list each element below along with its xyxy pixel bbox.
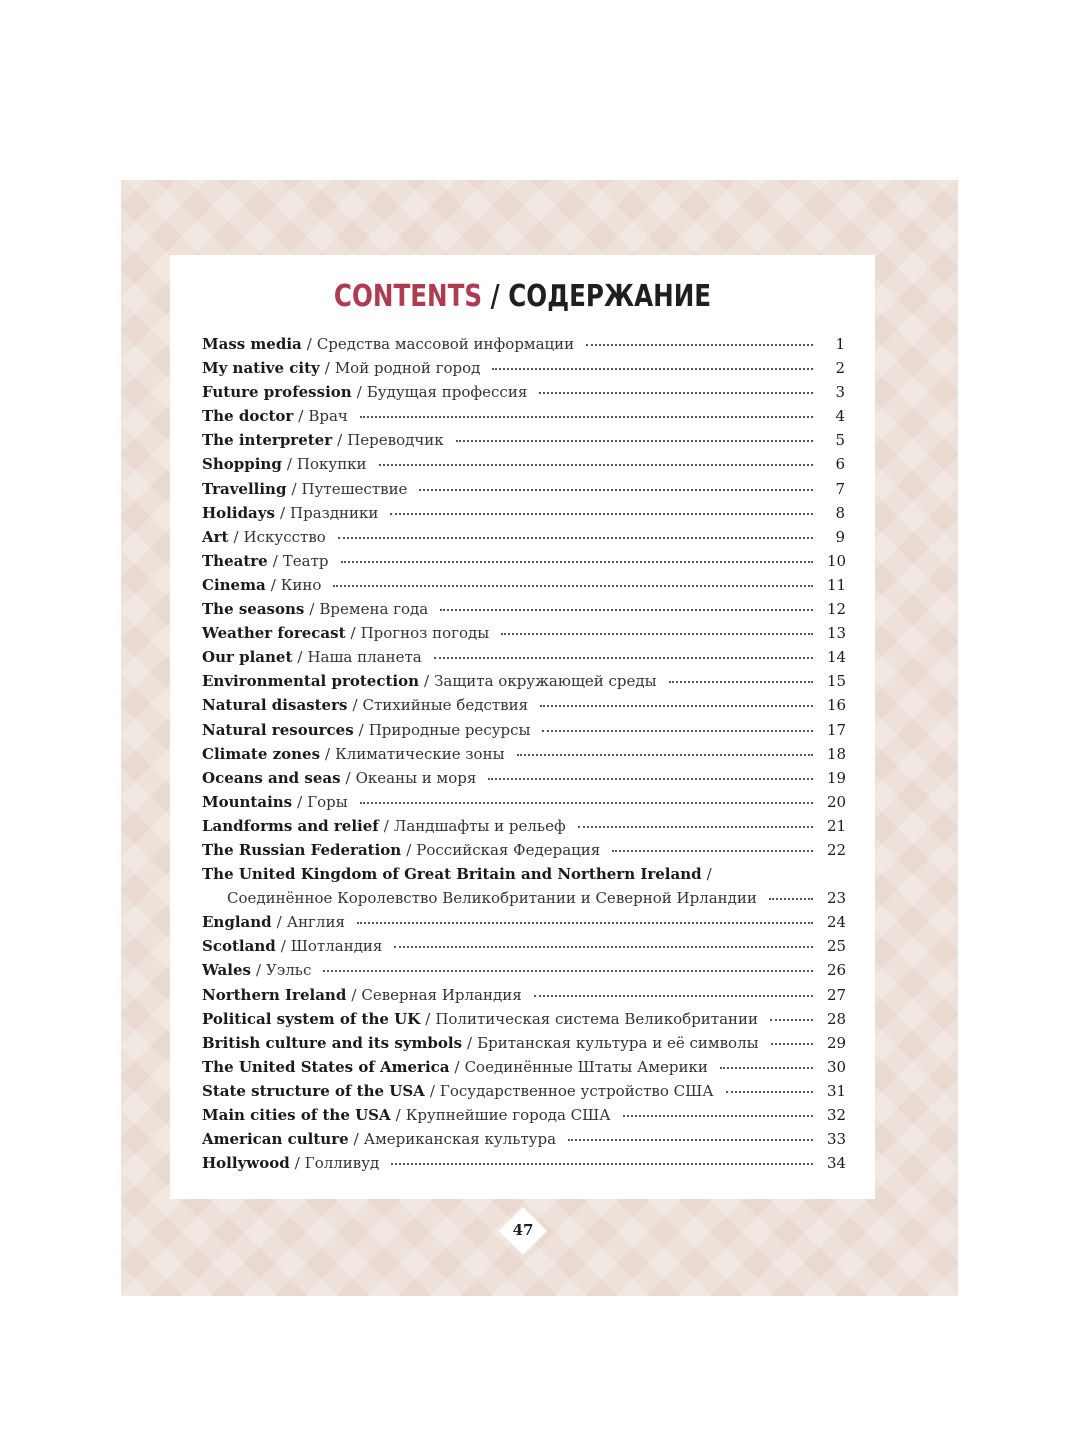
entry-page-number: 4 — [835, 407, 845, 426]
toc-entry[interactable] — [202, 431, 845, 455]
toc-entry[interactable] — [202, 961, 845, 985]
entry-title-ru: Крупнейшие города США — [405, 1106, 611, 1124]
page-title — [233, 279, 811, 314]
entry-title-ru: Ландшафты и рельеф — [393, 816, 566, 835]
entry-page-number: 27 — [827, 985, 847, 1004]
entry-slash: / — [353, 1130, 359, 1149]
entry-title-ru: Горы — [307, 792, 348, 811]
entry-title-ru: Голливуд — [304, 1154, 380, 1173]
dot-leader — [769, 898, 813, 900]
toc-entry[interactable] — [202, 1058, 845, 1082]
entry-slash: / — [337, 431, 343, 450]
entry-title-ru: Врач — [308, 407, 348, 426]
entry-title-en: Travelling — [202, 479, 287, 498]
toc-entry[interactable] — [202, 745, 845, 769]
entry-page-number: 7 — [835, 479, 845, 498]
toc-entry-continued — [202, 889, 845, 913]
dot-leader — [323, 970, 813, 972]
toc-entry[interactable] — [202, 552, 845, 576]
toc-entry[interactable] — [202, 528, 845, 552]
entry-title-en: Theatre — [202, 551, 268, 570]
dot-leader — [771, 1043, 813, 1045]
entry-page-number: 34 — [827, 1154, 847, 1173]
entry-title-en: England — [202, 913, 272, 932]
entry-slash: / — [454, 1057, 460, 1076]
dot-leader — [669, 681, 813, 683]
entry-slash: / — [429, 1081, 435, 1100]
entry-page-number: 13 — [827, 624, 847, 643]
dot-leader — [341, 561, 813, 563]
entry-page-number: 30 — [827, 1057, 847, 1076]
entry-slash: / — [406, 840, 412, 859]
entry-title-ru: Государственное устройство США — [439, 1081, 714, 1100]
entry-title-ru: Времена года — [319, 600, 429, 619]
dot-leader — [488, 778, 813, 780]
entry-slash: / — [306, 335, 312, 353]
entry-title-ru: Северная Ирландия — [361, 985, 522, 1004]
entry-slash: / — [297, 648, 303, 667]
entry-title-en: British culture and its symbols — [202, 1033, 463, 1052]
entry-title-en: Mass media — [202, 335, 302, 353]
entry-title-ru: Соединённое Королевство Великобритании и Северной Ирландии — [227, 889, 757, 908]
dot-leader — [394, 946, 813, 948]
entry-title-ru: Соединённые Штаты Америки — [464, 1057, 708, 1076]
entry-title-en: Environmental protection — [202, 672, 419, 691]
dot-leader — [720, 1067, 813, 1069]
dot-leader — [391, 1163, 813, 1165]
entry-title-ru: Шотландия — [290, 937, 383, 956]
dot-leader — [360, 802, 813, 804]
entry-page-number: 16 — [827, 696, 847, 715]
entry-page-number: 5 — [835, 431, 845, 450]
entry-page-number: 6 — [835, 455, 845, 474]
dot-leader — [456, 440, 813, 442]
toc-entry[interactable] — [202, 672, 845, 696]
entry-page-number: 26 — [827, 961, 847, 980]
entry-page-number: 24 — [827, 913, 847, 932]
dot-leader — [539, 392, 813, 394]
dot-leader — [333, 585, 813, 587]
entry-slash: / — [351, 985, 357, 1004]
entry-page-number: 19 — [827, 768, 847, 787]
entry-title-en: Art — [202, 527, 229, 546]
page-number: 47 — [512, 1221, 534, 1239]
toc-entry[interactable] — [202, 865, 845, 889]
toc-entry[interactable] — [202, 359, 845, 383]
entry-title-en: The seasons — [202, 600, 305, 619]
entry-slash: / — [356, 383, 362, 402]
dot-leader — [492, 368, 813, 370]
toc-entry[interactable] — [202, 913, 845, 937]
dot-leader — [612, 850, 813, 852]
entry-page-number: 18 — [827, 744, 847, 763]
toc-entry[interactable] — [202, 480, 845, 504]
entry-title-en: Natural disasters — [202, 696, 348, 715]
table-of-contents — [202, 335, 845, 1178]
entry-title-ru: Защита окружающей среды — [434, 672, 657, 691]
entry-slash: / — [345, 768, 351, 787]
entry-title-en: Future profession — [202, 383, 352, 402]
entry-slash: / — [272, 551, 278, 570]
toc-entry[interactable] — [202, 624, 845, 648]
title-english: CONTENTS — [333, 279, 483, 314]
entry-title-en: Scotland — [202, 937, 276, 956]
entry-slash: / — [294, 1154, 300, 1173]
toc-entry[interactable] — [202, 841, 845, 865]
entry-page-number: 20 — [827, 792, 847, 811]
entry-slash: / — [325, 744, 331, 763]
entry-title-en: The United States of America — [202, 1057, 450, 1076]
toc-entry[interactable] — [202, 600, 845, 624]
entry-title-ru: Будущая профессия — [366, 383, 528, 402]
entry-title-ru: Британская культура и её символы — [477, 1033, 759, 1052]
entry-page-number: 14 — [827, 648, 847, 667]
toc-entry[interactable] — [202, 576, 845, 600]
entry-page-number: 15 — [827, 672, 847, 691]
entry-page-number: 25 — [827, 937, 847, 956]
entry-title-ru: Мой родной город — [334, 359, 481, 378]
entry-slash: / — [286, 455, 292, 474]
entry-title-en: The Russian Federation — [202, 840, 402, 859]
entry-title-en: Mountains — [202, 792, 293, 811]
toc-entry[interactable] — [202, 721, 845, 745]
entry-title-en: The interpreter — [202, 431, 333, 450]
entry-slash: / — [233, 527, 239, 546]
entry-title-en: My native city — [202, 359, 320, 378]
entry-slash: / — [276, 913, 282, 932]
entry-slash: / — [358, 720, 364, 739]
entry-slash: / — [309, 600, 315, 619]
entry-page-number: 8 — [835, 503, 845, 522]
dot-leader — [770, 1019, 813, 1021]
toc-entry[interactable] — [202, 407, 845, 431]
toc-entry[interactable] — [202, 383, 845, 407]
toc-entry[interactable] — [202, 937, 845, 961]
toc-entry[interactable] — [202, 817, 845, 841]
entry-title-ru: Средства массовой информации — [316, 335, 575, 353]
entry-title-ru: Наша планета — [307, 648, 422, 667]
entry-title-ru: Англия — [286, 913, 345, 932]
toc-entry[interactable] — [202, 1010, 845, 1034]
toc-entry[interactable] — [202, 455, 845, 479]
entry-title-ru: Американская культура — [363, 1130, 557, 1149]
dot-leader — [390, 513, 813, 515]
entry-title-en: Weather forecast — [202, 624, 346, 643]
dot-leader — [517, 754, 813, 756]
entry-title-ru: Театр — [282, 551, 329, 570]
entry-page-number: 33 — [827, 1130, 847, 1149]
toc-entry[interactable] — [202, 696, 845, 720]
entry-page-number: 10 — [827, 551, 847, 570]
entry-slash: / — [279, 503, 286, 522]
toc-entry[interactable] — [202, 1106, 845, 1130]
entry-page-number: 2 — [835, 359, 845, 378]
entry-slash: / — [280, 937, 286, 956]
entry-slash: / — [706, 865, 712, 884]
dot-leader — [434, 657, 813, 659]
toc-entry[interactable] — [202, 648, 845, 672]
entry-title-en: Wales — [202, 961, 251, 980]
entry-title-en: Shopping — [202, 455, 282, 474]
dot-leader — [568, 1139, 813, 1141]
entry-slash: / — [270, 575, 276, 594]
dot-leader — [501, 633, 813, 635]
entry-title-ru: Кино — [280, 575, 322, 594]
entry-page-number: 9 — [835, 527, 845, 546]
entry-title-ru: Путешествие — [301, 479, 408, 498]
entry-slash: / — [352, 696, 358, 715]
entry-page-number: 3 — [835, 383, 845, 402]
entry-slash: / — [297, 792, 303, 811]
entry-slash: / — [350, 624, 356, 643]
entry-title-en: Climate zones — [202, 744, 321, 763]
entry-title-ru: Океаны и моря — [355, 768, 477, 787]
entry-title-en: State structure of the USA — [202, 1081, 425, 1100]
dot-leader — [540, 705, 813, 707]
dot-leader — [586, 344, 813, 346]
toc-entry[interactable] — [202, 793, 845, 817]
entry-title-en: Cinema — [202, 575, 266, 594]
entry-page-number: 21 — [827, 816, 847, 835]
entry-title-en: Landforms and relief — [202, 816, 379, 835]
entry-title-ru: Природные ресурсы — [368, 720, 531, 739]
entry-title-en: Main cities of the USA — [202, 1106, 391, 1124]
entry-title-en: Oceans and seas — [202, 768, 341, 787]
entry-title-en: Hollywood — [202, 1154, 290, 1173]
entry-title-ru: Стихийные бедствия — [362, 696, 529, 715]
entry-page-number: 28 — [827, 1009, 847, 1028]
entry-slash: / — [298, 407, 304, 426]
entry-title-en: American culture — [202, 1130, 349, 1149]
entry-title-ru: Уэльс — [266, 961, 312, 980]
entry-title-en: Northern Ireland — [202, 985, 347, 1004]
entry-page-number: 32 — [827, 1106, 847, 1124]
dot-leader — [534, 995, 813, 997]
entry-title-ru: Прогноз погоды — [360, 624, 490, 643]
entry-page-number: 23 — [827, 889, 847, 908]
entry-title-ru: Праздники — [290, 503, 379, 522]
entry-page-number: 22 — [827, 840, 847, 859]
entry-title-ru: Политическая система Великобритании — [435, 1009, 759, 1028]
entry-slash: / — [291, 479, 297, 498]
entry-slash: / — [395, 1106, 401, 1124]
toc-entry[interactable] — [202, 1034, 845, 1058]
entry-title-en: Holidays — [202, 503, 275, 522]
toc-entry[interactable] — [202, 1130, 845, 1154]
title-russian: СОДЕРЖАНИЕ — [508, 279, 712, 314]
entry-title-en: The doctor — [202, 407, 294, 426]
dot-leader — [623, 1115, 813, 1117]
contents-panel — [170, 255, 875, 1199]
entry-page-number: 17 — [827, 720, 847, 739]
entry-slash: / — [255, 961, 262, 980]
entry-title-ru: Искусство — [243, 527, 326, 546]
entry-title-ru: Переводчик — [347, 431, 444, 450]
dot-leader — [338, 537, 813, 539]
toc-entry[interactable] — [202, 335, 845, 359]
entry-slash: / — [324, 359, 330, 378]
entry-slash: / — [425, 1009, 431, 1028]
entry-title-ru: Покупки — [296, 455, 367, 474]
dot-leader — [578, 826, 813, 828]
dot-leader — [360, 416, 813, 418]
toc-entry[interactable] — [202, 504, 845, 528]
dot-leader — [726, 1091, 813, 1093]
entry-title-ru: Климатические зоны — [335, 744, 505, 763]
toc-entry[interactable] — [202, 769, 845, 793]
dot-leader — [440, 609, 813, 611]
entry-slash: / — [424, 672, 430, 691]
entry-title-en: Our planet — [202, 648, 293, 667]
entry-page-number: 1 — [835, 335, 845, 353]
book-page — [121, 180, 958, 1296]
entry-slash: / — [383, 816, 389, 835]
entry-title-ru: Российская Федерация — [416, 840, 601, 859]
entry-title-en: The United Kingdom of Great Britain and Northern Ireland — [202, 865, 702, 884]
dot-leader — [379, 464, 813, 466]
toc-entry[interactable] — [202, 1082, 845, 1106]
toc-entry[interactable] — [202, 1154, 845, 1178]
entry-page-number: 29 — [827, 1033, 847, 1052]
entry-page-number: 31 — [827, 1081, 847, 1100]
entry-slash: / — [467, 1033, 473, 1052]
entry-page-number: 11 — [827, 575, 847, 594]
dot-leader — [419, 489, 813, 491]
toc-entry[interactable] — [202, 986, 845, 1010]
dot-leader — [542, 730, 813, 732]
title-separator: / — [490, 279, 500, 314]
dot-leader — [357, 922, 813, 924]
entry-page-number: 12 — [827, 600, 847, 619]
entry-title-en: Natural resources — [202, 720, 354, 739]
entry-title-en: Political system of the UK — [202, 1009, 421, 1028]
